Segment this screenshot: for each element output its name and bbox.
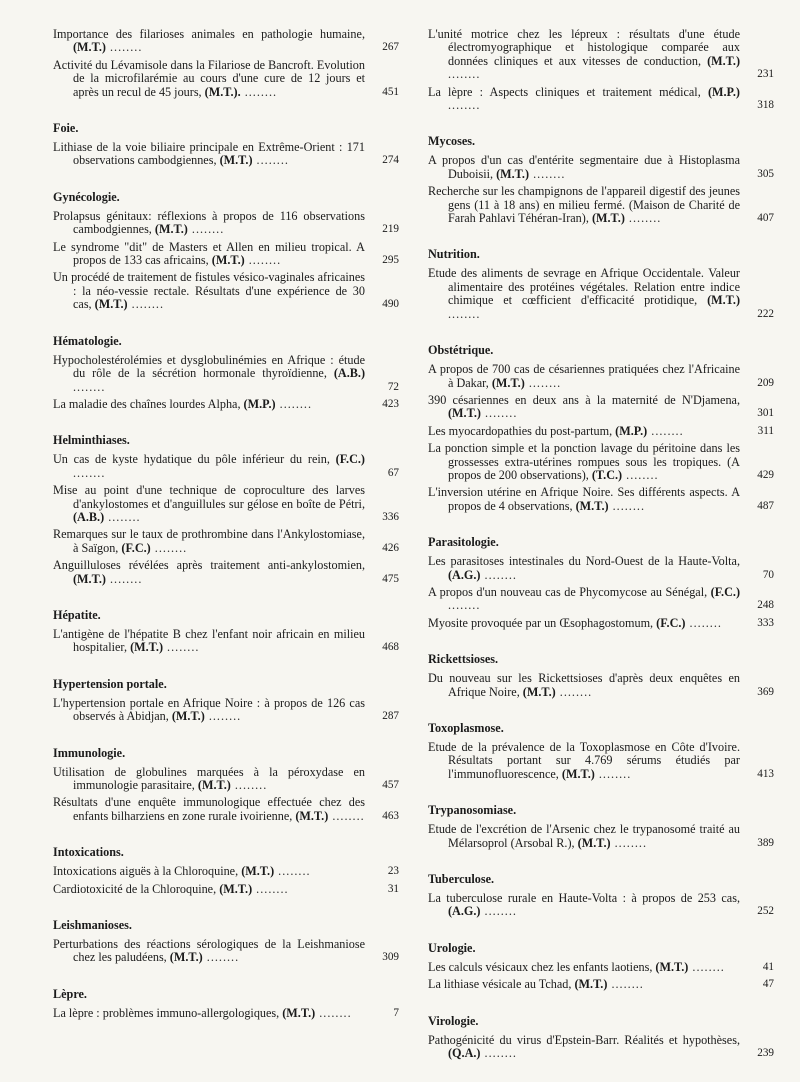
index-entry xyxy=(53,453,399,480)
entry-author: (M.T.) xyxy=(219,881,253,896)
entry-title: La lèpre : Aspects cliniques et traitement médical, xyxy=(428,84,701,99)
entry-author: (M.T.) xyxy=(496,166,530,181)
index-entry xyxy=(53,559,399,586)
dot-leader: ........ xyxy=(230,778,268,792)
section-lepre xyxy=(53,987,399,1024)
entry-author: (Q.A.) xyxy=(448,1046,481,1061)
entry-text-block xyxy=(428,394,740,421)
entry-text-block xyxy=(53,484,365,524)
section-title: Leishmanioses. xyxy=(53,918,132,933)
entry-text-block xyxy=(428,961,740,974)
entry-page-number: 295 xyxy=(382,254,399,267)
index-entry xyxy=(53,484,399,524)
entry-author: (M.T.) xyxy=(448,406,481,421)
entry-title: Lithiase de la voie biliaire principale en Extrême-Orient : 171 observations cambodgiennes, xyxy=(53,140,365,168)
entry-title: Résultats d'une enquête immunologique effectuée chez des enfants bilharziens en zone rurale ivoirienne, xyxy=(53,795,365,823)
section-title: Hématologie. xyxy=(53,333,122,348)
dot-leader: ........ xyxy=(204,709,242,724)
index-entry xyxy=(428,363,774,390)
section-title: Hypertension portale. xyxy=(53,676,167,691)
left-column xyxy=(53,28,399,1042)
index-entry xyxy=(428,892,774,919)
entry-author: (M.T.) xyxy=(130,640,163,655)
entry-page-number: 413 xyxy=(757,767,774,780)
index-entry xyxy=(53,141,399,168)
section-title: Obstétrique. xyxy=(428,343,494,358)
index-entry xyxy=(428,555,774,582)
entry-title: La tuberculose rurale en Haute-Volta : à propos de 253 cas, xyxy=(428,891,740,906)
entry-title: Pathogénicité du virus d'Epstein-Barr. Réalités et hypothèses, xyxy=(428,1032,740,1047)
entry-page-number: 318 xyxy=(757,99,774,112)
index-entry xyxy=(53,628,399,655)
index-entry xyxy=(428,617,774,630)
section-parasitologie xyxy=(428,535,774,634)
entry-title: Du nouveau sur les Rickettsioses d'après deux enquêtes en Afrique Noire, xyxy=(428,671,740,699)
entry-title: L'inversion utérine en Afrique Noire. Ses différents aspects. A propos de 4 observations, xyxy=(428,485,740,513)
entry-text-block xyxy=(53,398,365,411)
entry-text-block xyxy=(53,28,365,55)
entry-title: La lèpre : problèmes immuno-allergologiques, xyxy=(53,1005,280,1020)
entry-page-number: 423 xyxy=(382,397,399,410)
section-title: Trypanosomiase. xyxy=(428,803,517,818)
entry-author: (M.T.) xyxy=(282,1005,316,1020)
entry-text-block xyxy=(428,741,740,781)
index-entry xyxy=(53,59,399,99)
dot-leader: ........ xyxy=(610,835,647,850)
entry-author: (M.T.) xyxy=(655,959,689,974)
section-hematologie xyxy=(53,334,399,416)
entry-author: (A.B.) xyxy=(333,366,366,381)
entry-page-number: 47 xyxy=(762,978,774,991)
entry-text-block xyxy=(53,938,365,965)
dot-leader: ........ xyxy=(594,766,632,781)
index-entry xyxy=(428,586,774,613)
entry-title: L'hypertension portale en Afrique Noire : à propos de 126 cas observés à Abidjan, xyxy=(53,695,365,724)
entry-text-block xyxy=(53,210,365,237)
dot-leader: ........ xyxy=(252,881,289,896)
entry-author: (M.T.) xyxy=(73,571,106,586)
entry-text-block xyxy=(428,672,740,699)
section-title: Intoxications. xyxy=(53,845,124,860)
entry-text-block xyxy=(428,586,740,613)
entry-title: Utilisation de globulines marquées à la péroxydase en immunologie parasitaire, xyxy=(53,764,365,792)
entry-page-number: 309 xyxy=(382,951,399,964)
entry-page-number: 31 xyxy=(387,882,399,895)
section-intoxications xyxy=(53,845,399,900)
entry-author: (A.G.) xyxy=(448,567,481,582)
section-title: Tuberculose. xyxy=(428,872,495,887)
entry-title: Cardiotoxicité de la Chloroquine, xyxy=(53,881,217,896)
dot-leader: ........ xyxy=(448,598,481,613)
entry-text-block xyxy=(53,453,365,480)
dot-leader: ........ xyxy=(163,640,200,655)
entry-text-block xyxy=(428,617,740,630)
entry-text-block xyxy=(428,154,740,181)
entry-page-number: 209 xyxy=(757,376,774,389)
entry-text-block xyxy=(53,241,365,268)
entry-author: (M.T.) xyxy=(707,293,741,308)
index-entry xyxy=(53,766,399,793)
entry-page-number: 231 xyxy=(757,68,774,81)
entry-text-block xyxy=(53,528,365,555)
entry-text-block xyxy=(428,978,740,991)
index-entry xyxy=(53,1007,399,1020)
section-hepatite xyxy=(53,608,399,659)
dot-leader: ........ xyxy=(448,306,481,321)
entry-text-block xyxy=(428,185,740,225)
section-helminthiases xyxy=(53,433,399,590)
entry-text-block xyxy=(53,1007,365,1020)
entry-title: A propos de 700 cas de césariennes pratiquées chez l'Africaine à Dakar, xyxy=(428,362,740,390)
index-entry xyxy=(53,883,399,896)
section-hypertension-portale xyxy=(53,677,399,728)
entry-author: (M.T.) xyxy=(219,153,253,168)
entry-text-block xyxy=(428,823,740,850)
entry-page-number: 451 xyxy=(382,85,399,98)
entry-title: A propos d'un nouveau cas de Phycomycose au Sénégal, xyxy=(428,584,708,599)
dot-leader: ........ xyxy=(244,253,282,268)
index-entry xyxy=(428,86,774,113)
section-title: Nutrition. xyxy=(428,247,480,262)
entry-page-number: 407 xyxy=(757,212,774,225)
index-entry xyxy=(428,267,774,321)
entry-page-number: 475 xyxy=(382,572,399,585)
entry-title: Prolapsus génitaux: réflexions à propos de 116 observations cambodgiennes, xyxy=(53,208,365,237)
entry-page-number: 222 xyxy=(757,307,774,320)
entry-title: Anguilluloses révélées après traitement anti-ankylostomien, xyxy=(53,558,365,573)
dot-leader: ........ xyxy=(73,465,106,480)
entry-text-block xyxy=(53,559,365,586)
entry-title: Etude de l'excrétion de l'Arsenic chez le trypanosomé traité au Mélarsoprol (Arsobal R.), xyxy=(428,822,740,850)
entry-author: (M.T.) xyxy=(171,709,205,724)
entry-title: Etude des aliments de sevrage en Afrique Occidentale. Valeur alimentaire des protéines végétales. Relation entre indice chimique et cœfficient d'efficacité protidique, xyxy=(428,266,740,308)
entry-title: Les calculs vésicaux chez les enfants laotiens, xyxy=(428,959,653,974)
entry-text-block xyxy=(53,628,365,655)
entry-author: (M.T.) xyxy=(575,498,609,513)
dot-leader: ........ xyxy=(480,904,517,919)
dot-leader: ........ xyxy=(647,423,684,438)
section-title: Gynécologie. xyxy=(53,189,120,204)
entry-text-block xyxy=(53,883,365,896)
entry-title: Recherche sur les champignons de l'appareil digestif des jeunes gens (11 à 18 ans) en milieu fermé. (Maison de Charité de Farah Pahlavi Téhéran-Iran), xyxy=(428,184,740,226)
entry-title: 390 césariennes en deux ans à la maternité de N'Djamena, xyxy=(428,392,740,407)
entry-author: (M.T.) xyxy=(169,950,203,965)
dot-leader: ........ xyxy=(624,211,662,226)
index-entry xyxy=(428,978,774,991)
dot-leader: ........ xyxy=(105,40,143,55)
section-title: Foie. xyxy=(53,121,79,136)
entry-page-number: 267 xyxy=(382,41,399,54)
dot-leader: ........ xyxy=(315,1005,352,1020)
entry-author: (M.T.) xyxy=(211,253,245,268)
index-entry xyxy=(428,28,774,82)
index-entry xyxy=(53,241,399,268)
right-column xyxy=(428,28,774,1082)
entry-author: (M.P.) xyxy=(707,84,740,99)
dot-leader: ........ xyxy=(480,1046,517,1061)
entry-author: (F.C.) xyxy=(121,540,151,555)
dot-leader: ........ xyxy=(275,396,313,411)
entry-text-block xyxy=(53,697,365,724)
index-entry xyxy=(53,210,399,237)
entry-text-block xyxy=(53,59,365,99)
section-title: Mycoses. xyxy=(428,134,476,149)
entry-text-block xyxy=(428,892,740,919)
entry-page-number: 72 xyxy=(387,380,399,393)
entry-title: Les parasitoses intestinales du Nord-Ouest de la Haute-Volta, xyxy=(428,554,740,569)
entry-author: (M.T.) xyxy=(295,808,329,823)
section-gynecologie xyxy=(53,190,399,316)
dot-leader: ........ xyxy=(524,375,562,390)
index-entry xyxy=(53,398,399,411)
section-obstetrique xyxy=(428,343,774,517)
entry-text-block xyxy=(428,1034,740,1061)
entry-author: (M.T.) xyxy=(591,211,625,226)
entry-title: La lithiase vésicale au Tchad, xyxy=(428,977,572,992)
entry-text-block xyxy=(428,442,740,482)
entry-author: (M.P.) xyxy=(615,423,648,438)
section-toxoplasmose xyxy=(428,721,774,785)
entry-author: (T.C.) xyxy=(591,467,623,482)
entry-title: Intoxications aiguës à la Chloroquine, xyxy=(53,864,239,879)
section-continued xyxy=(53,28,399,103)
entry-page-number: 463 xyxy=(382,809,399,822)
section-continued xyxy=(428,28,774,116)
entry-page-number: 7 xyxy=(393,1006,399,1019)
index-entry xyxy=(53,28,399,55)
entry-author: (F.C.) xyxy=(656,615,686,630)
entry-text-block xyxy=(53,141,365,168)
entry-page-number: 487 xyxy=(757,499,774,512)
entry-title: L'antigène de l'hépatite B chez l'enfant noir africain en milieu hospitalier, xyxy=(53,626,365,655)
dot-leader: ........ xyxy=(187,222,225,237)
dot-leader: ........ xyxy=(150,540,188,555)
dot-leader: ........ xyxy=(328,808,365,823)
section-title: Lèpre. xyxy=(53,986,87,1001)
index-entry xyxy=(53,354,399,394)
entry-text-block xyxy=(53,271,365,311)
section-trypanosomiase xyxy=(428,803,774,854)
entry-author: (F.C.) xyxy=(710,584,741,599)
index-entry xyxy=(428,823,774,850)
section-title: Toxoplasmose. xyxy=(428,721,504,735)
dot-leader: ........ xyxy=(240,84,278,99)
entry-title: Un cas de kyste hydatique du pôle inférieur du rein, xyxy=(53,452,330,467)
section-leishmanioses xyxy=(53,918,399,969)
index-entry xyxy=(53,271,399,311)
entry-text-block xyxy=(428,28,740,82)
dot-leader: ........ xyxy=(555,684,593,699)
index-entry xyxy=(53,697,399,724)
entry-page-number: 70 xyxy=(762,568,774,581)
entry-title: L'unité motrice chez les lépreux : résultats d'une étude électromyographique et histologique comparée aux données cliniques et aux vitesses de conduction, xyxy=(428,27,740,68)
index-entry xyxy=(428,442,774,482)
index-entry xyxy=(53,938,399,965)
entry-page-number: 457 xyxy=(382,779,399,791)
entry-title: Activité du Lévamisole dans la Filariose de Bancroft. Evolution de la microfilarémie au cours d'une cure de 12 jours et après un recul de 45 jours, xyxy=(53,57,365,99)
dot-leader: ........ xyxy=(607,977,644,992)
dot-leader: ........ xyxy=(274,864,311,879)
entry-author: (M.T.) xyxy=(73,40,106,55)
dot-leader: ........ xyxy=(622,467,659,482)
entry-title: Mise au point d'une technique de coproculture des larves d'ankylostomes et d'anguillules sur gélose en boîte de Pétri, xyxy=(53,483,365,511)
entry-text-block xyxy=(53,766,365,793)
entry-text-block xyxy=(428,267,740,321)
entry-title: Myosite provoquée par un Œsophagostomum, xyxy=(428,615,654,630)
index-entry xyxy=(53,528,399,555)
entry-text-block xyxy=(428,425,740,438)
entry-page-number: 23 xyxy=(387,865,399,878)
entry-author: (M.T.) xyxy=(94,297,128,312)
section-foie xyxy=(53,121,399,172)
section-nutrition xyxy=(428,247,774,325)
section-title: Hépatite. xyxy=(53,607,101,622)
entry-author: (M.T.) xyxy=(154,222,188,237)
entry-page-number: 333 xyxy=(757,616,774,629)
index-entry xyxy=(428,425,774,438)
dot-leader: ........ xyxy=(688,959,725,974)
section-title: Virologie. xyxy=(428,1013,479,1028)
index-entry xyxy=(428,672,774,699)
entry-author: (M.T.). xyxy=(204,84,241,99)
entry-author: (M.P.) xyxy=(243,396,276,411)
index-entry xyxy=(428,961,774,974)
entry-page-number: 389 xyxy=(757,836,774,849)
entry-page-number: 287 xyxy=(382,710,399,723)
index-entry xyxy=(428,154,774,181)
entry-page-number: 252 xyxy=(757,905,774,918)
entry-page-number: 67 xyxy=(387,466,399,479)
entry-title: Un procédé de traitement de fistules vésico-vaginales africaines : la néo-vessie rectale. Résultats d'une expérience de 30 cas, xyxy=(53,270,365,312)
entry-title: La maladie des chaînes lourdes Alpha, xyxy=(53,396,241,411)
index-entry xyxy=(428,394,774,421)
entry-text-block xyxy=(428,486,740,513)
entry-title: Le syndrome "dit" de Masters et Allen en milieu tropical. A propos de 133 cas africains, xyxy=(53,239,365,268)
entry-author: (M.T.) xyxy=(707,53,740,68)
index-entry xyxy=(428,486,774,513)
dot-leader: ........ xyxy=(252,153,289,168)
entry-text-block xyxy=(53,354,365,394)
entry-page-number: 426 xyxy=(382,541,399,554)
entry-title: Remarques sur le taux de prothrombine dans l'Ankylostomiase, à Saïgon, xyxy=(53,527,365,555)
entry-author: (F.C.) xyxy=(335,452,365,467)
entry-text-block xyxy=(53,796,365,823)
dot-leader: ........ xyxy=(105,571,143,586)
dot-leader: ........ xyxy=(202,950,240,965)
entry-author: (M.T.) xyxy=(241,864,275,879)
section-virologie xyxy=(428,1014,774,1065)
section-immunologie xyxy=(53,746,399,828)
entry-page-number: 336 xyxy=(382,510,399,523)
entry-text-block xyxy=(428,86,740,113)
entry-page-number: 429 xyxy=(757,468,774,481)
dot-leader: ........ xyxy=(104,509,141,524)
entry-author: (M.T.) xyxy=(491,375,525,390)
entry-author: (A.G.) xyxy=(448,904,481,919)
entry-text-block xyxy=(428,555,740,582)
entry-page-number: 305 xyxy=(757,167,774,180)
entry-page-number: 301 xyxy=(757,407,774,420)
entry-title: Etude de la prévalence de la Toxoplasmose en Côte d'Ivoire. Résultats portant sur 4.769 sérums étudiés par l'immunofluorescence, xyxy=(428,740,740,781)
entry-page-number: 274 xyxy=(382,154,399,167)
entry-page-number: 41 xyxy=(762,960,774,973)
dot-leader: ........ xyxy=(685,615,722,630)
entry-author: (M.T.) xyxy=(197,778,231,792)
entry-author: (M.T.) xyxy=(574,977,608,992)
entry-title: Perturbations des réactions sérologiques de la Leishmaniose chez les paludéens, xyxy=(53,937,365,965)
section-title: Rickettsioses. xyxy=(428,652,499,667)
entry-title: Hypocholestérolémies et dysglobulinémies en Afrique : étude du rôle de la sécrétion hormonale thyroïdienne, xyxy=(53,352,365,381)
section-tuberculose xyxy=(428,872,774,923)
entry-page-number: 468 xyxy=(382,641,399,654)
entry-page-number: 248 xyxy=(757,599,774,612)
entry-page-number: 490 xyxy=(382,298,399,311)
index-entry xyxy=(53,796,399,823)
dot-leader: ........ xyxy=(480,567,517,582)
section-urologie xyxy=(428,941,774,996)
dot-leader: ........ xyxy=(73,379,106,394)
index-entry xyxy=(53,865,399,878)
entry-title: Les myocardopathies du post-partum, xyxy=(428,423,613,438)
dot-leader: ........ xyxy=(127,297,165,312)
entry-page-number: 219 xyxy=(382,223,399,236)
dot-leader: ........ xyxy=(448,67,481,82)
section-rickettsioses xyxy=(428,652,774,703)
entry-author: (M.T.) xyxy=(577,835,611,850)
entry-text-block xyxy=(53,865,365,878)
section-title: Immunologie. xyxy=(53,745,126,760)
index-entry xyxy=(428,1034,774,1061)
entry-author: (A.B.) xyxy=(73,509,105,524)
section-title: Urologie. xyxy=(428,940,476,955)
entry-page-number: 311 xyxy=(757,424,774,437)
section-title: Parasitologie. xyxy=(428,535,499,550)
index-entry xyxy=(428,741,774,781)
entry-title: La ponction simple et la ponction lavage du péritoine dans les grossesses extra-utérines rompues sous les tropiques. (A propos de 200 observations), xyxy=(428,441,740,482)
entry-author: (M.T.) xyxy=(522,684,556,699)
index-entry xyxy=(428,185,774,225)
entry-title: A propos d'un cas d'entérite segmentaire due à Histoplasma Duboisii, xyxy=(428,153,740,181)
dot-leader: ........ xyxy=(608,498,645,513)
entry-title: Importance des filarioses animales en pathologie humaine, xyxy=(53,27,365,41)
entry-page-number: 239 xyxy=(757,1047,774,1060)
section-mycoses xyxy=(428,134,774,229)
section-title: Helminthiases. xyxy=(53,433,130,448)
dot-leader: ........ xyxy=(448,98,481,113)
dot-leader: ........ xyxy=(480,406,518,421)
entry-page-number: 369 xyxy=(757,685,774,698)
entry-text-block xyxy=(428,363,740,390)
dot-leader: ........ xyxy=(529,166,566,181)
entry-author: (M.T.) xyxy=(561,766,595,781)
